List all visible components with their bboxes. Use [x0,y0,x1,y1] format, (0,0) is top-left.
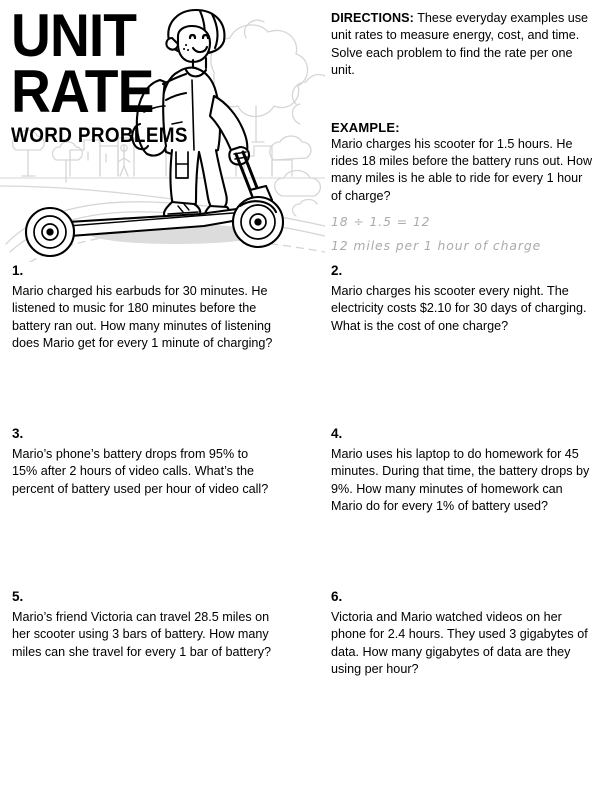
problem-item-2 [331,264,593,335]
directions-text: These everyday examples use unit rates to measure energy, cost, and time. Solve each problem to find the rate per one unit. [331,11,589,78]
problem-text: Mario charges his scooter every night. The electricity costs $2.10 for 30 days of charging. What is the cost of one charge? [331,283,587,333]
example-problem-text: Mario charges his scooter for 1.5 hours. He rides 18 miles before the battery runs out. How many miles is he able to ride for every 1 hour of charge? [331,136,593,203]
problem-number: 2. [331,263,343,278]
problem-number: 3. [12,426,24,441]
title-line-2: RATE [11,57,154,125]
directions-paragraph [331,10,593,80]
problem-number: 5. [12,589,24,604]
problem-text: Victoria and Mario watched videos on her phone for 2.4 hours. They used 3 gigabytes of data. How many gigabytes of data are they using per hour? [331,609,588,677]
problem-row-3 [0,590,600,753]
problem-item-3 [12,427,274,498]
problem-item-1 [12,264,274,353]
directions-and-example [331,10,593,253]
problem-number: 4. [331,426,343,441]
problem-item-6 [331,590,593,679]
problem-number: 6. [331,589,343,604]
worksheet-header [0,0,325,262]
example-answer-line: 12 miles per 1 hour of charge [331,238,542,253]
problem-text: Mario charged his earbuds for 30 minutes. He listened to music for 180 minutes before the battery ran out. How many minutes of listening does Mario get for every 1 minute of charging? [12,283,273,351]
title-line-1: UNIT [11,2,137,69]
title-block [11,2,208,148]
problem-item-4 [331,427,593,516]
problem-number: 1. [12,263,24,278]
directions-label: DIRECTIONS: [331,11,414,25]
problem-item-5 [12,590,274,661]
problem-row-2 [0,427,600,590]
problem-text: Mario’s friend Victoria can travel 28.5 miles on her scooter using 3 bars of battery. How many miles can she travel for every 1 bar of battery? [12,609,271,659]
example-work-line: 18 ÷ 1.5 = 12 [331,214,431,229]
problem-row-1 [0,264,600,427]
problem-list [0,264,600,753]
title-subtitle: WORD PROBLEMS [11,123,188,147]
problem-text: Mario’s phone’s battery drops from 95% to 15% after 2 hours of video calls. What’s the percent of battery used per hour of video call? [12,446,269,496]
example-heading: EXAMPLE: [331,119,400,135]
problem-text: Mario uses his laptop to do homework for 45 minutes. During that time, the battery drops by 9%. How many minutes of homework can Mario do for every 1% of battery used? [331,446,590,514]
